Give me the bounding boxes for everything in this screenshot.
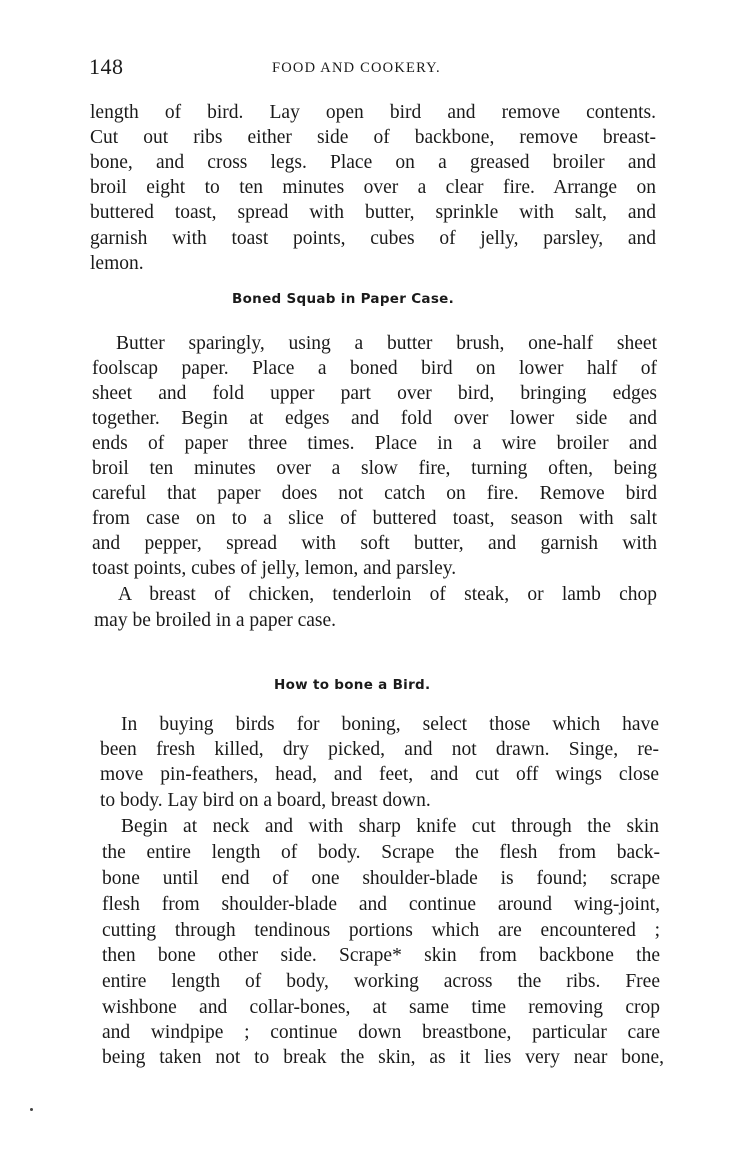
text-line: been fresh killed, dry picked, and not drawn. Singe, re- — [100, 739, 659, 760]
text-line: Begin at neck and with sharp knife cut through the skin — [121, 816, 659, 837]
text-line: the entire length of body. Scrape the flesh from back- — [102, 842, 660, 863]
text-line: ends of paper three times. Place in a wire broiler and — [92, 433, 657, 454]
text-line: length of bird. Lay open bird and remove contents. — [90, 102, 656, 123]
text-line: broil ten minutes over a slow fire, turning often, being — [92, 458, 657, 479]
ink-speck — [30, 1108, 33, 1111]
text-line: toast points, cubes of jelly, lemon, and parsley. — [92, 558, 457, 579]
text-line: Butter sparingly, using a butter brush, one-half sheet — [116, 333, 657, 354]
page-header — [89, 54, 659, 84]
page-number: 148 — [89, 54, 124, 79]
text-line: Cut out ribs either side of backbone, remove breast- — [90, 127, 656, 148]
text-line: wishbone and collar-bones, at same time removing crop — [102, 997, 660, 1018]
text-line: and pepper, spread with soft butter, and garnish with — [92, 533, 657, 554]
text-line: flesh from shoulder-blade and continue around wing-joint, — [102, 894, 660, 915]
text-line: being taken not to break the skin, as it lies very near bone, — [102, 1047, 664, 1068]
text-line: broil eight to ten minutes over a clear fire. Arrange on — [90, 177, 656, 198]
text-line: and windpipe ; continue down breastbone, particular care — [102, 1022, 660, 1043]
section-heading-boned-squab: Boned Squab in Paper Case. — [232, 291, 455, 307]
text-line: garnish with toast points, cubes of jelly, parsley, and — [90, 228, 656, 249]
text-line: A breast of chicken, tenderloin of steak, or lamb chop — [118, 584, 657, 605]
text-line: from case on to a slice of buttered toast, season with salt — [92, 508, 657, 529]
text-line: buttered toast, spread with butter, sprinkle with salt, and — [90, 202, 656, 223]
text-line: then bone other side. Scrape* skin from backbone the — [102, 945, 660, 966]
text-line: to body. Lay bird on a board, breast down. — [100, 790, 431, 811]
text-line: lemon. — [90, 253, 144, 274]
text-line: foolscap paper. Place a boned bird on lower half of — [92, 358, 657, 379]
text-line: sheet and fold upper part over bird, bringing edges — [92, 383, 657, 404]
text-line: may be broiled in a paper case. — [94, 610, 337, 631]
text-line: entire length of body, working across the ribs. Free — [102, 971, 660, 992]
text-line: careful that paper does not catch on fire. Remove bird — [92, 483, 657, 504]
text-line: bone, and cross legs. Place on a greased broiler and — [90, 152, 656, 173]
text-line: In buying birds for boning, select those which have — [121, 714, 659, 735]
section-heading-how-to-bone: How to bone a Bird. — [274, 677, 431, 693]
text-line: together. Begin at edges and fold over lower side and — [92, 408, 657, 429]
running-title: FOOD AND COOKERY. — [272, 60, 441, 76]
text-line: move pin-feathers, head, and feet, and cut off wings close — [100, 764, 659, 785]
text-line: cutting through tendinous portions which are encountered ; — [102, 920, 660, 941]
text-line: bone until end of one shoulder-blade is found; scrape — [102, 868, 660, 889]
